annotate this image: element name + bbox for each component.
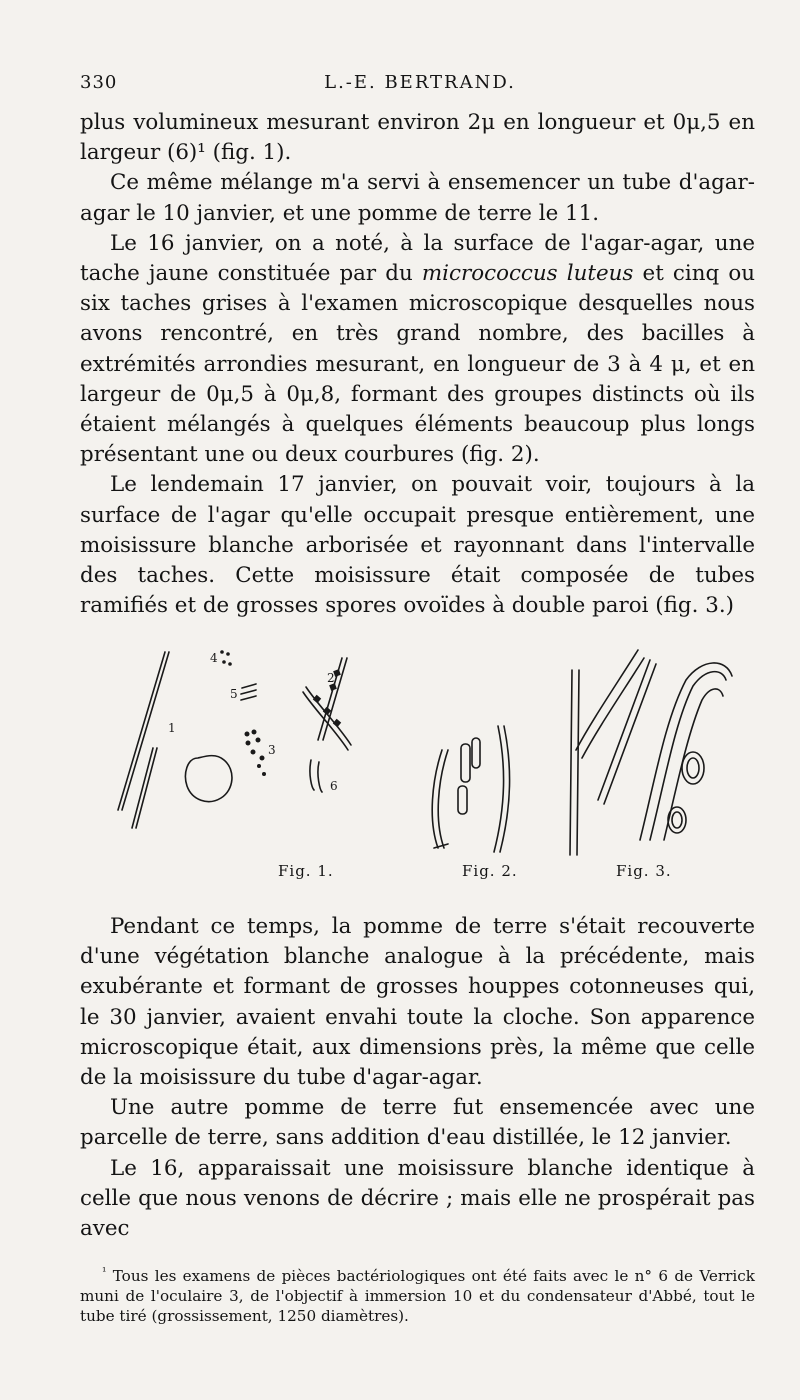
fig1-number-4: 4 bbox=[210, 651, 218, 665]
fig2-label: Fig. 2. bbox=[462, 862, 518, 880]
footnote-text bbox=[80, 1262, 755, 1326]
footnote-marker: ¹ bbox=[102, 1265, 107, 1278]
fig3-label: Fig. 3. bbox=[616, 862, 672, 880]
body-text-top bbox=[80, 108, 755, 621]
fig1-number-5: 5 bbox=[230, 687, 238, 701]
paragraph-january-16-mold: Le 16, apparaissait une moisissure blanche identique à celle que nous venons de décrire ; mais elle ne prospérait pas avec bbox=[80, 1155, 755, 1242]
fig1-number-1: 1 bbox=[168, 721, 176, 735]
footnote bbox=[80, 1262, 755, 1326]
fig3-drawing bbox=[570, 650, 732, 855]
species-name: micrococcus luteus bbox=[421, 261, 634, 287]
microscopy-drawings bbox=[90, 640, 770, 860]
paragraph-second-potato: Une autre pomme de terre fut ensemencée avec une parcelle de terre, sans addition d'eau distillée, le 12 janvier. bbox=[80, 1095, 755, 1151]
footnote-body: Tous les examens de pièces bactériologiques ont été faits avec le n° 6 de Verrick muni de l'oculaire 3, de l'objectif à immersion 10 et du condensateur d'Abbé, tout le tube tiré (grossissement, 1250 diamètres). bbox=[80, 1267, 755, 1326]
paragraph-text: Le 16 janvier, on a noté, à la surface de l'agar-agar, une tache jaune constituée par du bbox=[80, 230, 755, 287]
fig1-number-2: 2 bbox=[327, 671, 335, 685]
body-text-bottom bbox=[80, 912, 755, 1244]
paragraph-text: et cinq ou six taches grises à l'examen microscopique desquelles nous avons rencontré, en très grand nombre, des bacilles à extrémités arrondies mesurant, en longueur de 3 à 4 μ, et en largeur de 0μ,5 à 0μ,8, formant des groupes distincts où ils étaient mélangés à quelques éléments beaucoup plus longs présentant une ou deux courbures (fig. 2). bbox=[80, 261, 755, 468]
page-number: 330 bbox=[80, 72, 118, 93]
paragraph-january-16 bbox=[80, 229, 755, 471]
fig1-number-6: 6 bbox=[330, 779, 338, 793]
paragraph-continuation: plus volumineux mesurant environ 2μ en longueur et 0μ,5 en largeur (6)¹ (fig. 1). bbox=[80, 110, 755, 166]
paragraph-potato-vegetation: Pendant ce temps, la pomme de terre s'était recouverte d'une végétation blanche analogue à la précédente, mais exubérante et formant de grosses houppes cotonneuses qui, le 30 janvier, avaient envahi toute la cloche. Son apparence microscopique était, aux dimensions près, la même que celle de la moisissure du tube d'agar-agar. bbox=[80, 914, 755, 1091]
paragraph-january-17: Le lendemain 17 janvier, on pouvait voir, toujours à la surface de l'agar qu'elle occupait presque entièrement, une moisissure blanche arborisée et rayonnant dans l'intervalle des taches. Cette moisissure était composée de tubes ramifiés et de grosses spores ovoïdes à double paroi (fig. 3.) bbox=[80, 472, 755, 619]
fig1-drawing bbox=[118, 652, 351, 828]
running-title: L.-E. BERTRAND. bbox=[324, 72, 516, 93]
figure-plate bbox=[90, 640, 770, 890]
fig1-number-3: 3 bbox=[268, 743, 276, 757]
fig1-label: Fig. 1. bbox=[278, 862, 334, 880]
page-header bbox=[80, 72, 760, 102]
paragraph-agar-inoculation: Ce même mélange m'a servi à ensemencer un tube d'agar-agar le 10 janvier, et une pomme de terre le 11. bbox=[80, 170, 755, 226]
fig2-drawing bbox=[432, 726, 509, 852]
